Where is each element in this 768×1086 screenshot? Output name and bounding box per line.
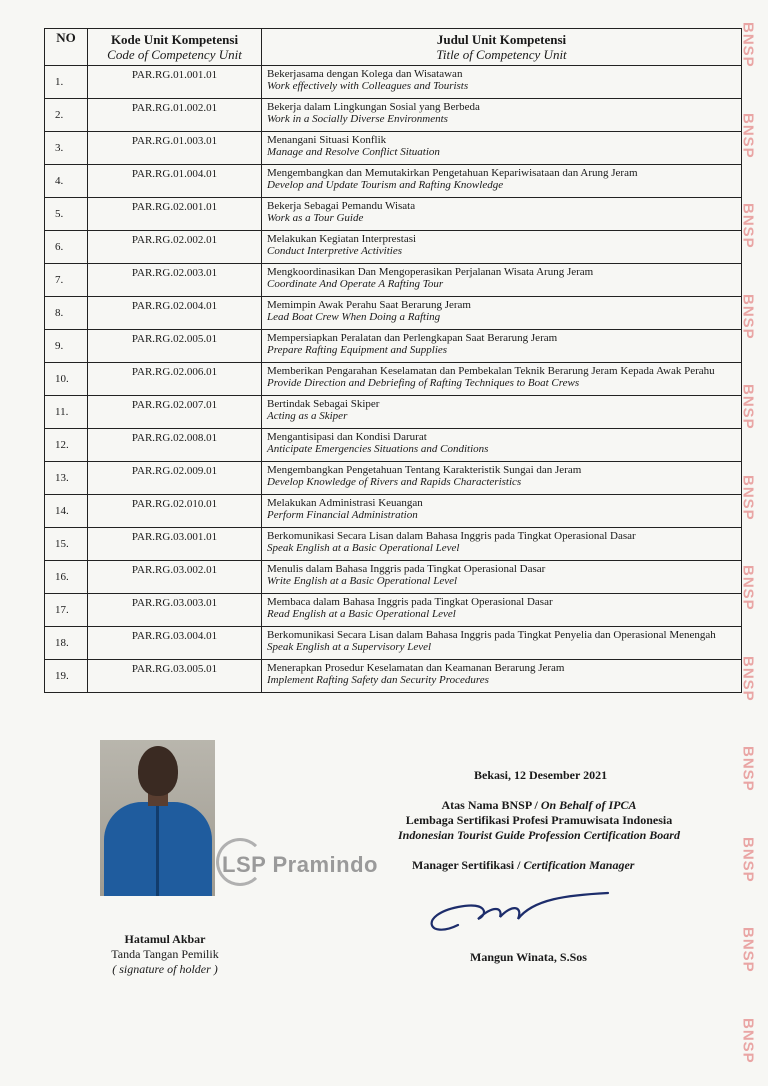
row-title-id: Bekerjasama dengan Kolega dan Wisatawan (267, 68, 463, 80)
row-title-en: Implement Rafting Safety dan Security Procedures (267, 674, 489, 686)
header-code-en: Code of Competency Unit (107, 47, 242, 62)
table-row (45, 165, 742, 198)
table-row (45, 495, 742, 528)
row-no: 9. (45, 330, 88, 363)
row-title (262, 132, 742, 165)
row-title-id: Mengkoordinasikan Dan Mengoperasikan Perjalanan Wisata Arung Jeram (267, 266, 594, 278)
row-no: 14. (45, 495, 88, 528)
stamp-ring (216, 838, 264, 886)
row-no: 4. (45, 165, 88, 198)
row-title (262, 99, 742, 132)
row-title (262, 198, 742, 231)
row-title-en: Coordinate And Operate A Rafting Tour (267, 278, 444, 290)
table-row (45, 528, 742, 561)
on-behalf-id: Atas Nama BNSP / (441, 798, 541, 812)
row-no: 1. (45, 66, 88, 99)
row-title-en: Work effectively with Colleagues and Tourists (267, 80, 469, 92)
row-no: 18. (45, 627, 88, 660)
row-no: 11. (45, 396, 88, 429)
stamp-text: LSP Pramindo (222, 852, 378, 877)
row-title-en: Read English at a Basic Operational Level (267, 608, 456, 620)
watermark-text: BNSP (739, 293, 757, 340)
row-title-id: Memimpin Awak Perahu Saat Berarung Jeram (267, 299, 471, 311)
competency-units-table (44, 28, 742, 693)
header-title-id: Judul Unit Kompetensi (436, 32, 567, 47)
header-title (262, 29, 742, 66)
row-code: PAR.RG.02.008.01 (88, 429, 262, 462)
row-code: PAR.RG.02.004.01 (88, 297, 262, 330)
watermark-text: BNSP (739, 112, 757, 159)
row-title-en: Develop and Update Tourism and Rafting Knowledge (267, 179, 504, 191)
watermark-text: BNSP (739, 655, 757, 702)
watermark-text: BNSP (739, 22, 757, 69)
row-title-en: Prepare Rafting Equipment and Supplies (267, 344, 448, 356)
watermark-text: BNSP (739, 1017, 757, 1064)
institution-en: Indonesian Tourist Guide Profession Certification Board (398, 828, 680, 842)
row-title-en: Acting as a Skiper (267, 410, 348, 422)
row-title-id: Mengantisipasi dan Kondisi Darurat (267, 431, 427, 443)
table-row (45, 297, 742, 330)
row-title (262, 627, 742, 660)
header-title-en: Title of Competency Unit (436, 47, 567, 62)
table-row (45, 99, 742, 132)
row-title-en: Conduct Interpretive Activities (267, 245, 403, 257)
table-row (45, 429, 742, 462)
row-title-en: Manage and Resolve Conflict Situation (267, 146, 440, 158)
row-code: PAR.RG.02.006.01 (88, 363, 262, 396)
on-behalf-en: On Behalf of IPCA (540, 798, 637, 812)
row-title-id: Berkomunikasi Secara Lisan dalam Bahasa Inggris pada Tingkat Penyelia dan Operasional Menengah (267, 629, 716, 641)
row-code: PAR.RG.03.004.01 (88, 627, 262, 660)
row-title (262, 594, 742, 627)
row-title-id: Menerapkan Prosedur Keselamatan dan Keamanan Berarung Jeram (267, 662, 565, 674)
row-code: PAR.RG.01.003.01 (88, 132, 262, 165)
row-title (262, 165, 742, 198)
table-row (45, 594, 742, 627)
photo-zip (156, 806, 159, 896)
signer-name: Mangun Winata, S.Sos (470, 950, 587, 964)
row-code: PAR.RG.03.003.01 (88, 594, 262, 627)
row-title-en: Speak English at a Supervisory Level (267, 641, 432, 653)
on-behalf-block (374, 798, 704, 843)
table-row (45, 363, 742, 396)
role-en: Certification Manager (523, 858, 635, 872)
row-title (262, 330, 742, 363)
row-title (262, 462, 742, 495)
row-code: PAR.RG.01.004.01 (88, 165, 262, 198)
row-no: 16. (45, 561, 88, 594)
row-title-id: Bertindak Sebagai Skiper (267, 398, 380, 410)
row-no: 3. (45, 132, 88, 165)
row-code: PAR.RG.03.001.01 (88, 528, 262, 561)
row-code: PAR.RG.02.002.01 (88, 231, 262, 264)
lsp-pramindo-stamp (222, 852, 378, 878)
header-code-id: Kode Unit Kompetensi (110, 32, 239, 47)
row-title-en: Develop Knowledge of Rivers and Rapids Characteristics (267, 476, 522, 488)
row-title (262, 396, 742, 429)
header-no: NO (45, 29, 88, 66)
row-title (262, 363, 742, 396)
row-title-en: Work in a Socially Diverse Environments (267, 113, 448, 125)
row-title-id: Mengembangkan Pengetahuan Tentang Karakteristik Sungai dan Jeram (267, 464, 582, 476)
watermark-text: BNSP (739, 746, 757, 793)
watermark-text: BNSP (739, 836, 757, 883)
row-title (262, 561, 742, 594)
row-code: PAR.RG.02.003.01 (88, 264, 262, 297)
row-no: 10. (45, 363, 88, 396)
row-no: 17. (45, 594, 88, 627)
table-row (45, 627, 742, 660)
manager-role (412, 858, 634, 873)
holder-signature-label-en: ( signature of holder ) (112, 962, 218, 976)
row-code: PAR.RG.02.001.01 (88, 198, 262, 231)
row-title-id: Berkomunikasi Secara Lisan dalam Bahasa Inggris pada Tingkat Operasional Dasar (267, 530, 636, 542)
row-title (262, 429, 742, 462)
header-code (88, 29, 262, 66)
row-code: PAR.RG.02.009.01 (88, 462, 262, 495)
row-title-en: Anticipate Emergencies Situations and Conditions (267, 443, 489, 455)
row-code: PAR.RG.02.007.01 (88, 396, 262, 429)
row-title-id: Mengembangkan dan Memutakirkan Pengetahuan Kepariwisataan dan Arung Jeram (267, 167, 638, 179)
row-title (262, 297, 742, 330)
row-title (262, 495, 742, 528)
row-title-id: Melakukan Kegiatan Interprestasi (267, 233, 417, 245)
row-no: 19. (45, 660, 88, 693)
row-no: 12. (45, 429, 88, 462)
holder-name: Hatamul Akbar (124, 932, 206, 946)
row-code: PAR.RG.03.005.01 (88, 660, 262, 693)
table-row (45, 330, 742, 363)
holder-signature-label: Tanda Tangan Pemilik (111, 947, 219, 961)
row-title (262, 66, 742, 99)
row-no: 15. (45, 528, 88, 561)
table-row (45, 561, 742, 594)
row-no: 6. (45, 231, 88, 264)
table-row (45, 462, 742, 495)
table-row (45, 396, 742, 429)
watermark-text: BNSP (739, 927, 757, 974)
row-no: 7. (45, 264, 88, 297)
row-title-en: Provide Direction and Debriefing of Rafting Techniques to Boat Crews (267, 377, 580, 389)
row-title-id: Mempersiapkan Peralatan dan Perlengkapan Saat Berarung Jeram (267, 332, 558, 344)
institution-id: Lembaga Sertifikasi Profesi Pramuwisata Indonesia (405, 813, 673, 827)
table-row (45, 198, 742, 231)
row-no: 2. (45, 99, 88, 132)
row-no: 5. (45, 198, 88, 231)
row-title-en: Write English at a Basic Operational Level (267, 575, 458, 587)
holder-block (90, 932, 240, 977)
row-title-id: Bekerja Sebagai Pemandu Wisata (267, 200, 416, 212)
manager-signature (418, 885, 618, 945)
row-code: PAR.RG.01.002.01 (88, 99, 262, 132)
row-title-en: Lead Boat Crew When Doing a Rafting (267, 311, 441, 323)
row-title-id: Membaca dalam Bahasa Inggris pada Tingkat Operasional Dasar (267, 596, 553, 608)
table-row (45, 660, 742, 693)
row-title-id: Menulis dalam Bahasa Inggris pada Tingkat Operasional Dasar (267, 563, 546, 575)
row-code: PAR.RG.01.001.01 (88, 66, 262, 99)
row-title-id: Menangani Situasi Konflik (267, 134, 387, 146)
row-title-id: Melakukan Administrasi Keuangan (267, 497, 423, 509)
role-id: Manager Sertifikasi / (412, 858, 524, 872)
row-title-en: Perform Financial Administration (267, 509, 418, 521)
row-title-en: Speak English at a Basic Operational Level (267, 542, 460, 554)
row-title (262, 660, 742, 693)
table-row (45, 231, 742, 264)
row-no: 13. (45, 462, 88, 495)
table-header-row (45, 29, 742, 66)
row-title (262, 528, 742, 561)
row-title-id: Bekerja dalam Lingkungan Sosial yang Berbeda (267, 101, 480, 113)
watermark-text: BNSP (739, 474, 757, 521)
watermark-text: BNSP (739, 203, 757, 250)
table-row (45, 66, 742, 99)
row-title-en: Work as a Tour Guide (267, 212, 364, 224)
city-date: Bekasi, 12 Desember 2021 (474, 768, 608, 782)
watermark-text: BNSP (739, 384, 757, 431)
row-title (262, 264, 742, 297)
watermark-text: BNSP (739, 565, 757, 612)
row-code: PAR.RG.02.010.01 (88, 495, 262, 528)
table-row (45, 132, 742, 165)
table-row (45, 264, 742, 297)
row-code: PAR.RG.03.002.01 (88, 561, 262, 594)
holder-photo (100, 740, 215, 896)
row-no: 8. (45, 297, 88, 330)
row-title-id: Memberikan Pengarahan Keselamatan dan Pembekalan Teknik Berarung Jeram Kepada Awak Perahu (267, 365, 715, 377)
photo-head (138, 746, 178, 796)
on-behalf-line (374, 798, 704, 813)
row-title (262, 231, 742, 264)
row-code: PAR.RG.02.005.01 (88, 330, 262, 363)
